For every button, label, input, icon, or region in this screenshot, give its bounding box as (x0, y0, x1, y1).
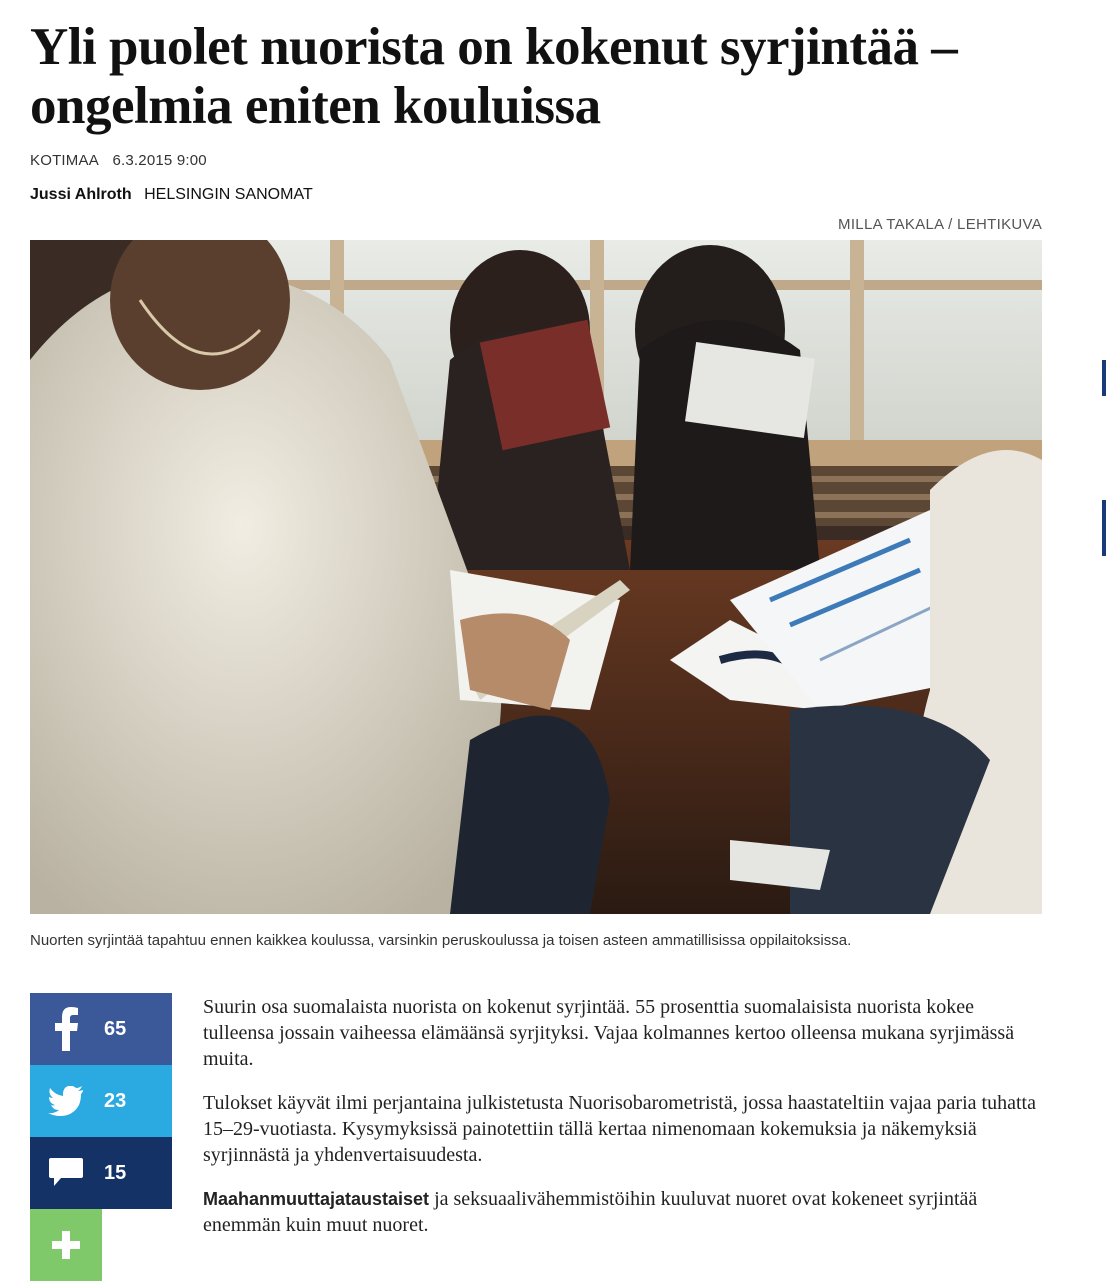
page-edge-marks (1100, 0, 1106, 1288)
share-bar (30, 993, 172, 1281)
byline (30, 186, 313, 204)
paragraph-3-highlight[interactable]: Maahanmuuttajataustaiset (203, 1189, 430, 1209)
twitter-share-button[interactable] (30, 1065, 172, 1137)
photo-illustration (30, 240, 1042, 914)
twitter-icon (30, 1086, 102, 1116)
paragraph-3 (203, 1186, 1043, 1238)
comments-count: 15 (104, 1161, 127, 1184)
article-meta (30, 152, 207, 169)
facebook-share-button[interactable] (30, 993, 172, 1065)
plus-icon (30, 1231, 102, 1259)
article-photo (30, 240, 1042, 914)
publication-name: HELSINGIN SANOMAT (144, 186, 313, 203)
facebook-count: 65 (104, 1017, 127, 1040)
section-label[interactable]: KOTIMAA (30, 152, 99, 169)
paragraph-3-text: ja seksuaalivähemmistöihin kuuluvat nuoret ovat kokeneet syrjintää enemmän kuin muut nuoret. (203, 1188, 978, 1236)
photo-caption: Nuorten syrjintää tapahtuu ennen kaikkea koulussa, varsinkin peruskoulussa ja toisen asteen ammatillisissa oppilaitoksissa. (30, 932, 852, 949)
comment-icon (30, 1158, 102, 1188)
facebook-icon (30, 1007, 102, 1051)
publish-date: 6.3.2015 9:00 (112, 152, 207, 169)
more-share-button[interactable] (30, 1209, 102, 1281)
article-body (203, 994, 1043, 1256)
twitter-count: 23 (104, 1089, 127, 1112)
paragraph-2: Tulokset käyvät ilmi perjantaina julkistetusta Nuorisobarometristä, jossa haastateltiin vajaa paria tuhatta 15–29-vuotiasta. Kysymyksissä painotettiin tällä kertaa nimenomaan kokemuksia ja näkemyksiä syrjinnästä ja yhdenvertaisuudesta. (203, 1092, 1036, 1166)
comments-button[interactable] (30, 1137, 172, 1209)
article-headline: Yli puolet nuorista on kokenut syrjintää – ongelmia eniten kouluissa (30, 18, 958, 135)
author-name[interactable]: Jussi Ahlroth (30, 186, 132, 203)
paragraph-1: Suurin osa suomalaista nuorista on kokenut syrjintää. 55 prosenttia suomalaisista nuorista kokee tulleensa jossain vaiheessa elämäänsä syrjityksi. Vajaa kolmannes kertoo olleensa mukana syrjimässä muita. (203, 996, 1015, 1070)
photo-credit: MILLA TAKALA / LEHTIKUVA (838, 216, 1042, 233)
